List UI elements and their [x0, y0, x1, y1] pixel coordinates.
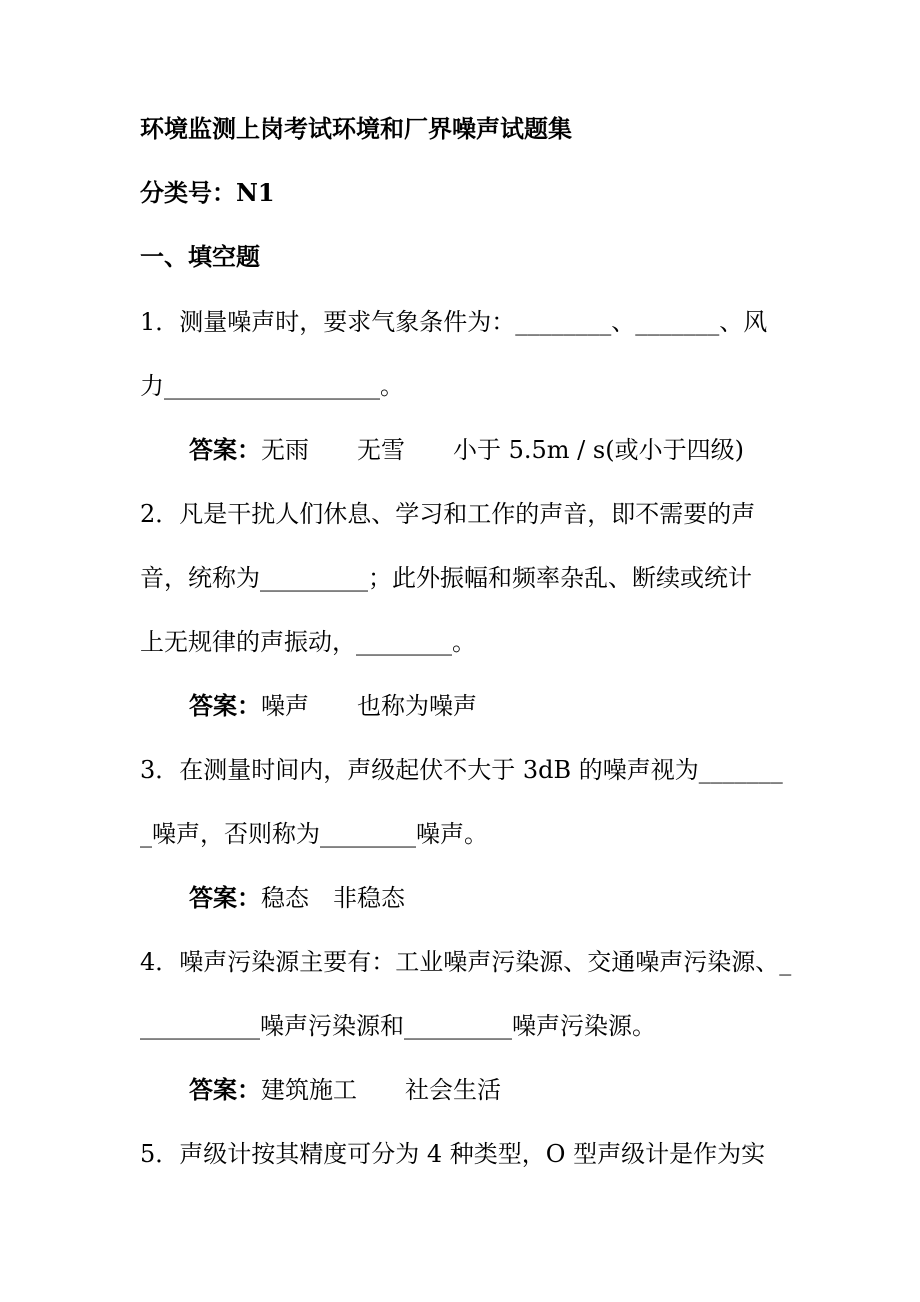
answer-label: 答案： [189, 1075, 261, 1104]
answer-label: 答案： [189, 435, 261, 464]
question-3-line-2: _噪声，否则称为________噪声。 [140, 820, 488, 848]
category-number: 分类号：N1 [140, 178, 275, 207]
question-3-answer [189, 883, 405, 913]
question-3-line-1: 3．在测量时间内，声级起伏不大于 3dB 的噪声视为_______ [140, 756, 783, 784]
answer-text: 稳态 非稳态 [261, 884, 405, 912]
question-5-line-1: 5．声级计按其精度可分为 4 种类型，O 型声级计是作为实 [140, 1140, 766, 1168]
question-1-line-1: 1．测量噪声时，要求气象条件为：________、_______、风 [140, 308, 768, 336]
section-heading: 一、填空题 [140, 242, 260, 271]
question-4-line-2: __________噪声污染源和_________噪声污染源。 [140, 1012, 656, 1040]
document-title: 环境监测上岗考试环境和厂界噪声试题集 [140, 114, 572, 143]
answer-text: 建筑施工 社会生活 [261, 1076, 501, 1104]
question-4-answer [189, 1075, 501, 1105]
answer-label: 答案： [189, 883, 261, 912]
question-1-line-2: 力__________________。 [140, 372, 404, 400]
answer-text: 噪声 也称为噪声 [261, 692, 477, 720]
question-4-line-1: 4．噪声污染源主要有：工业噪声污染源、交通噪声污染源、_ [140, 948, 792, 976]
question-1-answer [189, 435, 744, 465]
answer-text: 无雨 无雪 小于 5.5m / s(或小于四级) [261, 436, 744, 464]
question-2-line-3: 上无规律的声振动，________。 [140, 628, 476, 656]
question-2-answer [189, 691, 477, 721]
answer-label: 答案： [189, 691, 261, 720]
question-2-line-1: 2．凡是干扰人们休息、学习和工作的声音，即不需要的声 [140, 500, 756, 528]
question-2-line-2: 音，统称为_________；此外振幅和频率杂乱、断续或统计 [140, 564, 752, 592]
